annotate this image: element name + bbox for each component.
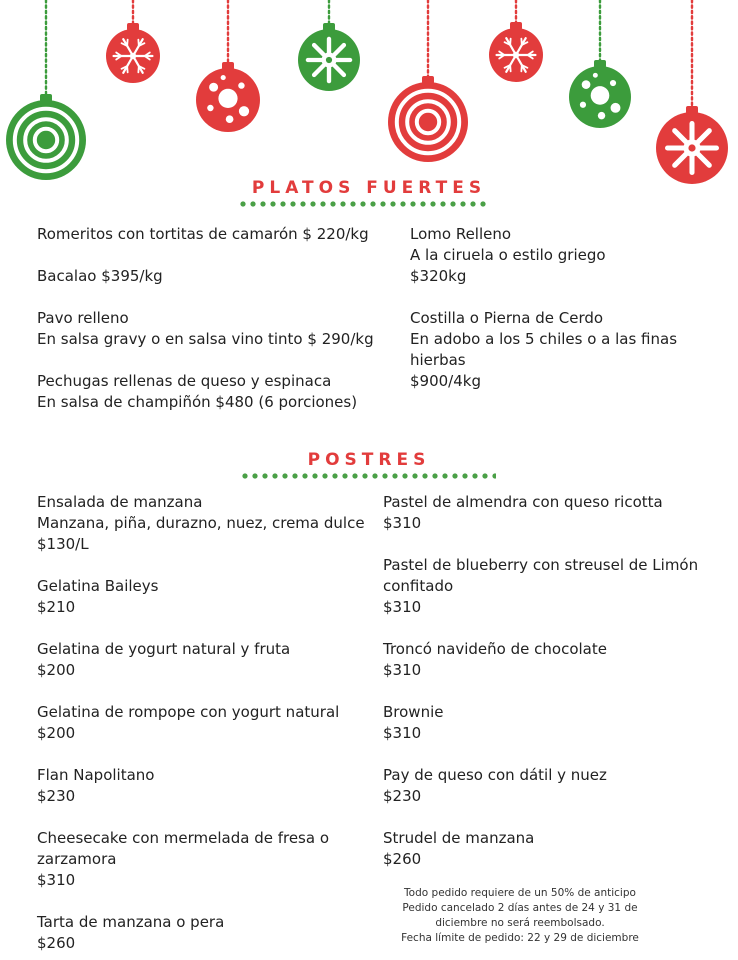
menu-item [383,828,723,870]
menu-item-name: Pay de queso con dátil y nuez [383,766,607,784]
snowflake-ornament-icon [106,0,160,83]
menu-item-detail: $130/L [37,535,89,553]
menu-item-name: Ensalada de manzana [37,493,203,511]
menu-item-name: Flan Napolitano [37,766,155,784]
menu-item [37,371,397,413]
note-line: Fecha límite de pedido: 22 y 29 de diciembre [401,932,639,944]
platos-fuertes-title: PLATOS FUERTES [251,178,487,198]
menu-item-name: Gelatina de rompope con yogurt natural [37,703,340,721]
menu-item [37,828,377,891]
menu-item-detail: zarzamora [37,850,117,868]
menu-item-detail: $310 [383,724,422,742]
note-line: Todo pedido requiere de un 50% de anticipo [404,887,636,899]
menu-item-detail: $200 [37,661,76,679]
menu-item [37,765,377,807]
menu-item-name: Pastel de almendra con queso ricotta [383,493,663,511]
platos-dotted-divider [238,200,490,208]
menu-item-detail: $230 [383,787,422,805]
menu-item-detail: En salsa gravy o en salsa vino tinto $ 290/kg [37,330,374,348]
menu-item-name: Strudel de manzana [383,829,535,847]
postres-title: POSTRES [307,450,431,470]
concentric-rings-ornament-icon [6,0,86,180]
menu-item-detail: En salsa de champiñón $480 (6 porciones) [37,393,358,411]
note-line: Pedido cancelado 2 días antes de 24 y 31 de [402,902,638,914]
menu-item-name: Pavo relleno [37,309,129,327]
menu-item [383,555,723,618]
postres-right-column [383,492,723,870]
snowflake-ornament-icon [489,0,543,82]
menu-item-name: Gelatina de yogurt natural y fruta [37,640,291,658]
menu-item [37,492,377,555]
ornament-garland [0,0,738,200]
menu-item-detail: $310 [383,661,422,679]
menu-item-name: Brownie [383,703,444,721]
menu-item-detail: hierbas [410,351,466,369]
menu-item [37,576,377,618]
order-policy-note [383,886,657,946]
menu-item-detail: $210 [37,598,76,616]
flower-ornament-icon [298,0,360,91]
platos-left-column [37,224,397,413]
postres-left-column [37,492,377,954]
concentric-rings-ornament-icon [388,0,468,162]
menu-item [410,308,710,392]
menu-item-name: Gelatina Baileys [37,577,159,595]
menu-item-name: Costilla o Pierna de Cerdo [410,309,604,327]
note-line: diciembre no será reembolsado. [435,917,605,929]
menu-item-detail: $200 [37,724,76,742]
menu-item [37,224,397,245]
menu-item-detail: $310 [37,871,76,889]
menu-item [410,224,710,287]
dotted-ornament-icon [569,0,631,128]
menu-item-name: Pechugas rellenas de queso y espinaca [37,372,332,390]
menu-item-detail: En adobo a los 5 chiles o a las finas [410,330,678,348]
menu-item-detail: confitado [383,577,454,595]
menu-item-detail: A la ciruela o estilo griego [410,246,606,264]
menu-item-name: Cheesecake con mermelada de fresa o [37,829,330,847]
menu-item-detail: $260 [383,850,422,868]
menu-item [383,765,723,807]
menu-item [37,266,397,287]
postres-dotted-divider [240,472,496,480]
menu-item-name: Troncó navideño de chocolate [383,640,607,658]
menu-item [37,702,377,744]
menu-item [383,639,723,681]
dotted-ornament-icon [196,0,260,132]
menu-item-detail: Manzana, piña, durazno, nuez, crema dulce [37,514,365,532]
menu-item-name: Romeritos con tortitas de camarón $ 220/kg [37,225,369,243]
menu-item [383,702,723,744]
menu-item-name: Bacalao $395/kg [37,267,163,285]
menu-item-detail: $260 [37,934,76,952]
menu-item-detail: $310 [383,598,422,616]
menu-item-detail: $230 [37,787,76,805]
menu-item-detail: $900/4kg [410,372,481,390]
menu-item [37,912,377,954]
menu-item-name: Lomo Relleno [410,225,512,243]
menu-item [37,308,397,350]
menu-item-name: Pastel de blueberry con streusel de Limón [383,556,699,574]
flower-ornament-icon [656,0,728,184]
menu-item-detail: $310 [383,514,422,532]
platos-right-column [410,224,710,392]
menu-item [37,639,377,681]
menu-item-name: Tarta de manzana o pera [37,913,225,931]
menu-item [383,492,723,534]
menu-item-detail: $320kg [410,267,467,285]
